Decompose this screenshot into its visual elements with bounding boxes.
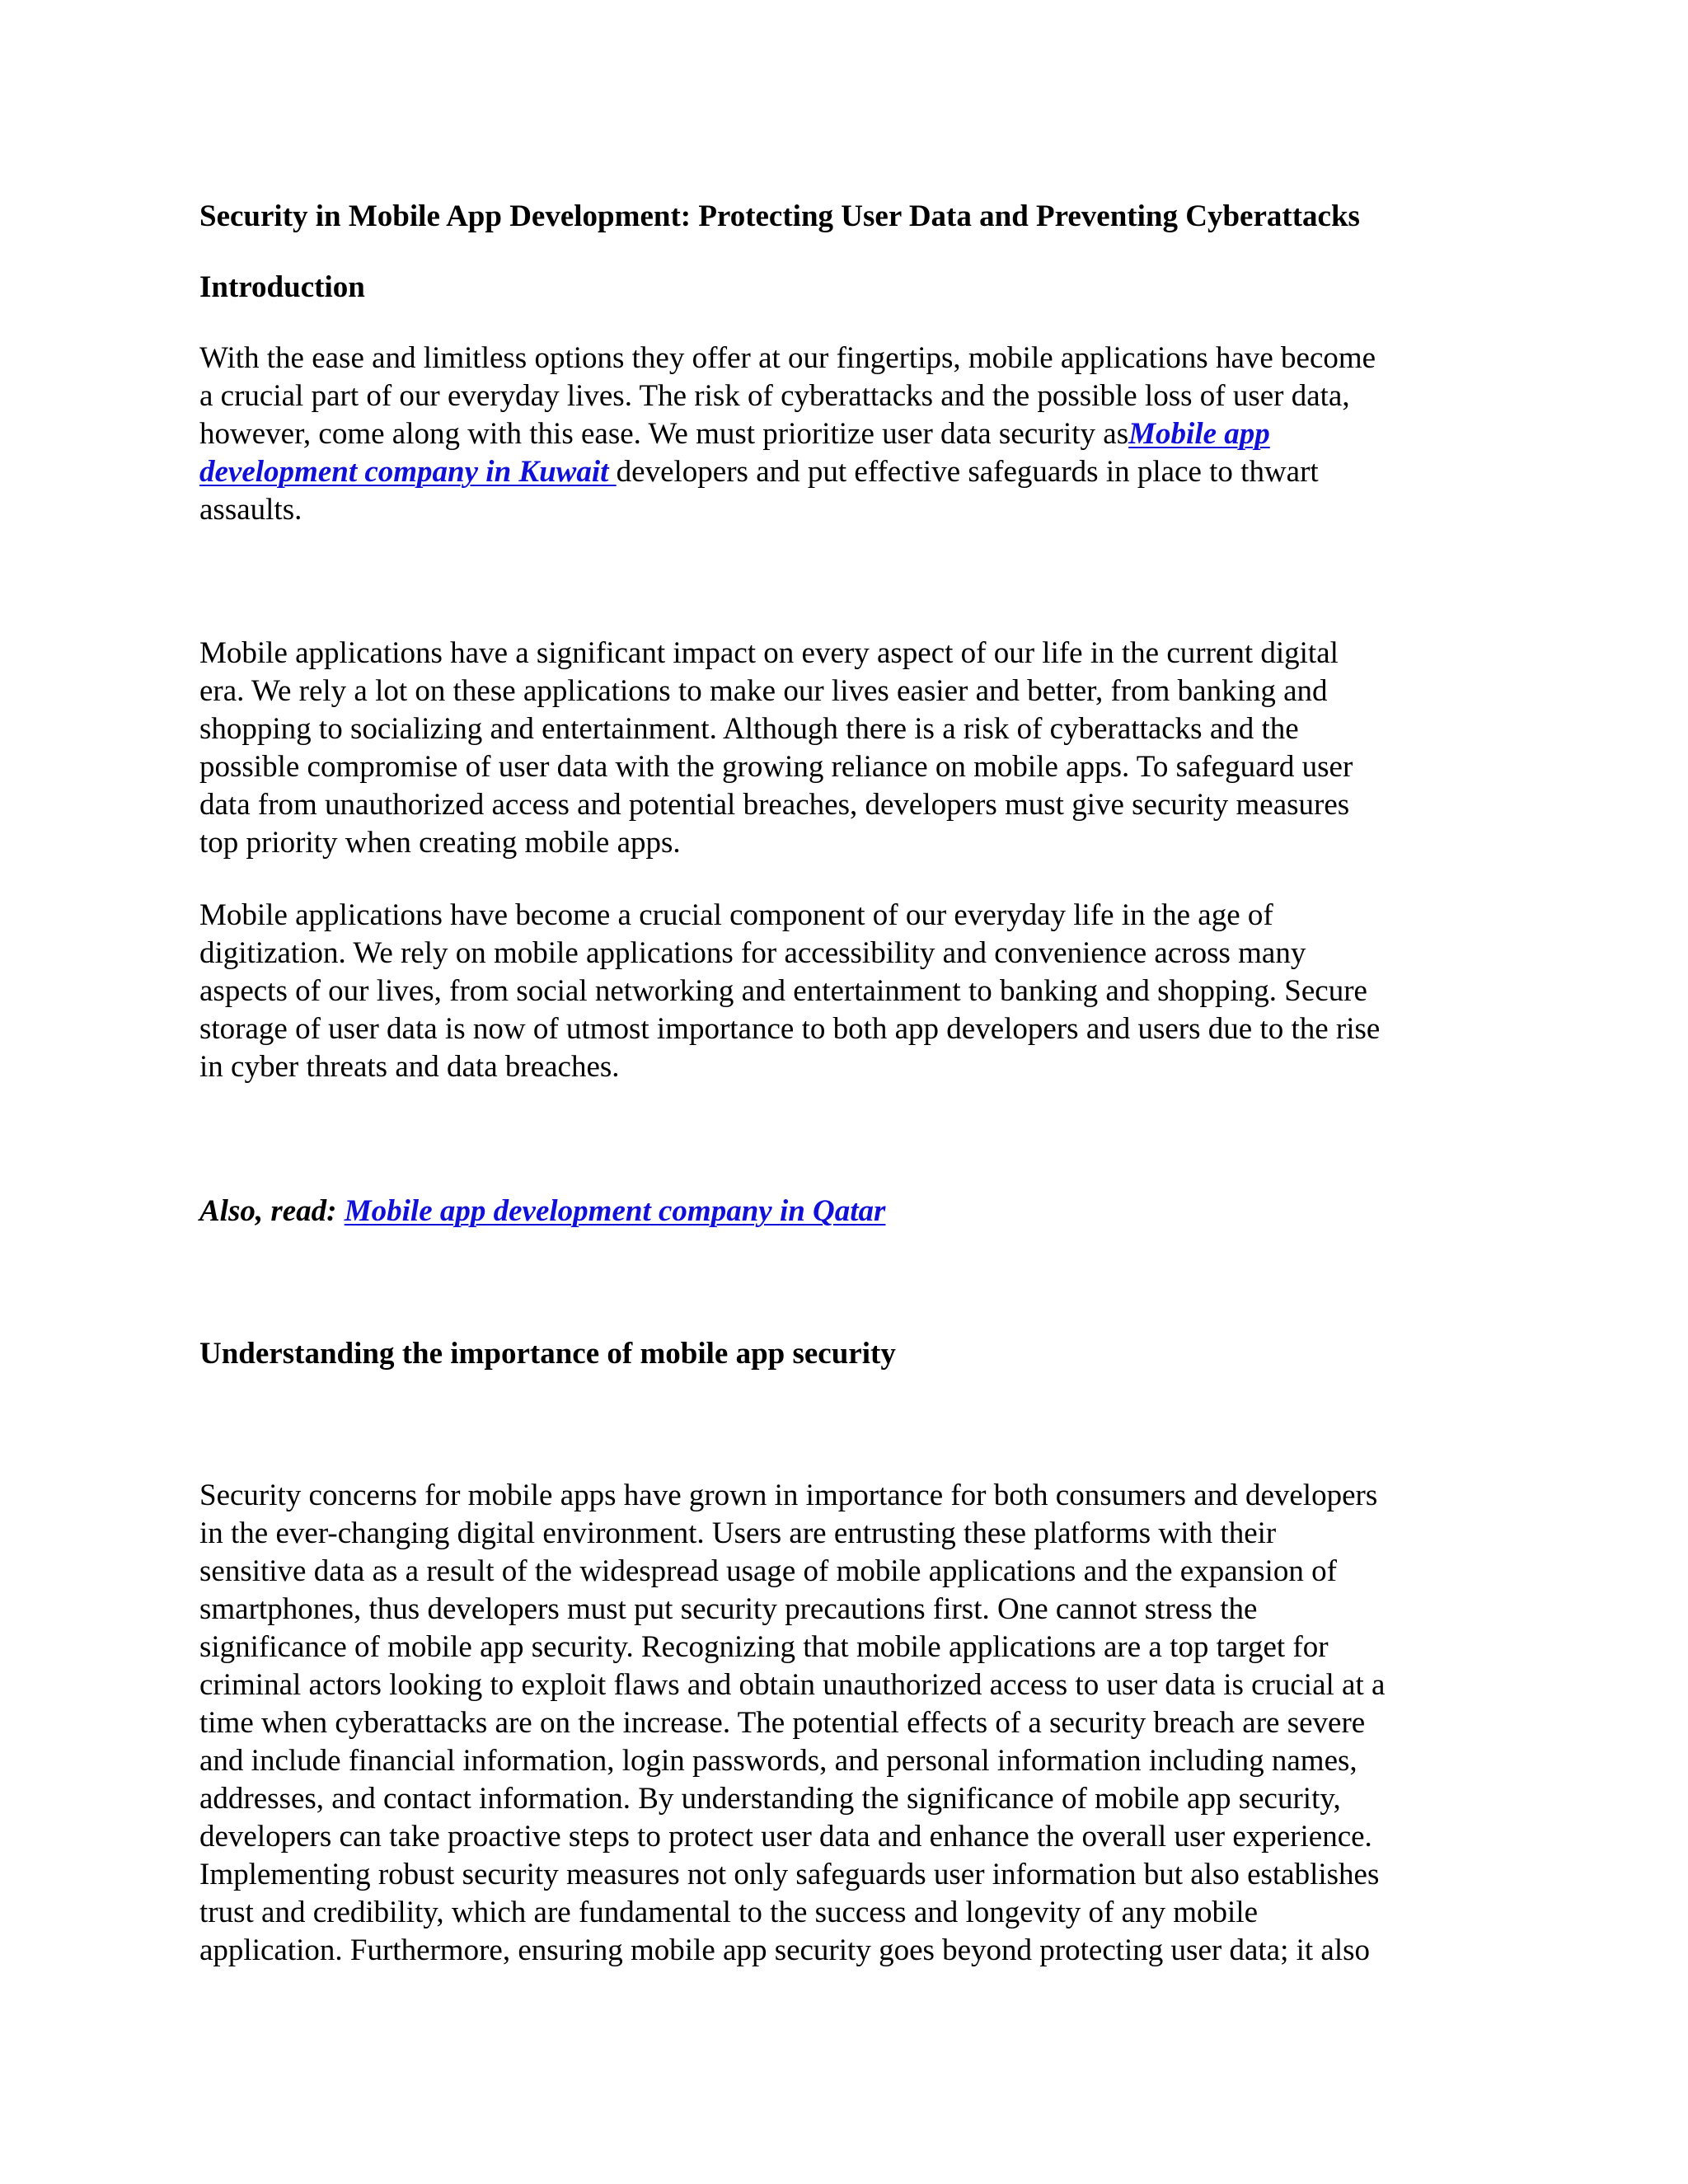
intro-line-2: a crucial part of our everyday lives. The risk of cyberattacks and the possible loss of user data,	[199, 379, 1350, 413]
section-heading: Understanding the importance of mobile app security	[199, 1337, 896, 1371]
paragraph-line: storage of user data is now of utmost importance to both app developers and users due to the rise	[199, 1012, 1381, 1046]
paragraph-line: trust and credibility, which are fundamental to the success and longevity of any mobile	[199, 1896, 1259, 1929]
paragraph-line: criminal actors looking to exploit flaws and obtain unauthorized access to user data is crucial at a	[199, 1668, 1386, 1702]
intro-line-5: assaults.	[199, 493, 302, 527]
paragraph-line: in cyber threats and data breaches.	[199, 1050, 620, 1084]
paragraph-line: addresses, and contact information. By understanding the significance of mobile app security,	[199, 1782, 1341, 1816]
paragraph-line: application. Furthermore, ensuring mobile app security goes beyond protecting user data; it also	[199, 1933, 1371, 1967]
paragraph-line: smartphones, thus developers must put security precautions first. One cannot stress the	[199, 1592, 1258, 1626]
introduction-heading: Introduction	[199, 270, 365, 304]
paragraph-line: shopping to socializing and entertainment. Although there is a risk of cyberattacks and the	[199, 712, 1299, 746]
paragraph-line: time when cyberattacks are on the increase. The potential effects of a security breach are severe	[199, 1706, 1366, 1740]
paragraph-line: developers can take proactive steps to protect user data and enhance the overall user experience.	[199, 1820, 1372, 1854]
paragraph-line: Security concerns for mobile apps have grown in importance for both consumers and developers	[199, 1479, 1378, 1512]
paragraph-digital-era	[199, 635, 1500, 862]
qatar-company-link[interactable]: Mobile app development company in Qatar	[344, 1194, 886, 1228]
intro-line-4-text: developers and put effective safeguards in place to thwart	[616, 455, 1319, 489]
paragraph-line: Implementing robust security measures not only safeguards user information but also establishes	[199, 1858, 1380, 1891]
intro-line-3	[199, 415, 1500, 453]
also-read-prefix: Also, read:	[199, 1194, 345, 1228]
paragraph-line: data from unauthorized access and potential breaches, developers must give security measures	[199, 788, 1350, 822]
paragraph-line: Mobile applications have a significant impact on every aspect of our life in the current digital	[199, 636, 1339, 670]
paragraph-importance	[199, 1477, 1500, 1970]
paragraph-line: sensitive data as a result of the widespread usage of mobile applications and the expansion of	[199, 1554, 1337, 1588]
paragraph-line: possible compromise of user data with the growing reliance on mobile apps. To safeguard user	[199, 750, 1353, 784]
paragraph-line: digitization. We rely on mobile applications for accessibility and convenience across many	[199, 936, 1306, 970]
document-title: Security in Mobile App Development: Protecting User Data and Preventing Cyberattacks	[199, 199, 1360, 233]
paragraph-line: aspects of our lives, from social networking and entertainment to banking and shopping. Secure	[199, 974, 1367, 1008]
paragraph-line: era. We rely a lot on these applications to make our lives easier and better, from banking and	[199, 674, 1328, 708]
also-read	[199, 1193, 885, 1230]
intro-line-3-text: however, come along with this ease. We must prioritize user data security as	[199, 417, 1129, 451]
paragraph-line: and include financial information, login passwords, and personal information including names,	[199, 1744, 1357, 1778]
intro-line-4	[199, 453, 1500, 491]
kuwait-company-link-part-2[interactable]: development company in Kuwait	[199, 455, 617, 489]
kuwait-company-link-part-1[interactable]: Mobile app	[1128, 417, 1270, 451]
paragraph-line: top priority when creating mobile apps.	[199, 826, 681, 860]
intro-line-1: With the ease and limitless options they offer at our fingertips, mobile applications have become	[199, 341, 1376, 375]
intro-paragraph	[199, 340, 1500, 529]
paragraph-line: in the ever-changing digital environment. Users are entrusting these platforms with their	[199, 1516, 1277, 1550]
paragraph-line: Mobile applications have become a crucial component of our everyday life in the age of	[199, 898, 1273, 932]
paragraph-line: significance of mobile app security. Recognizing that mobile applications are a top target for	[199, 1630, 1329, 1664]
paragraph-digitization	[199, 897, 1500, 1086]
